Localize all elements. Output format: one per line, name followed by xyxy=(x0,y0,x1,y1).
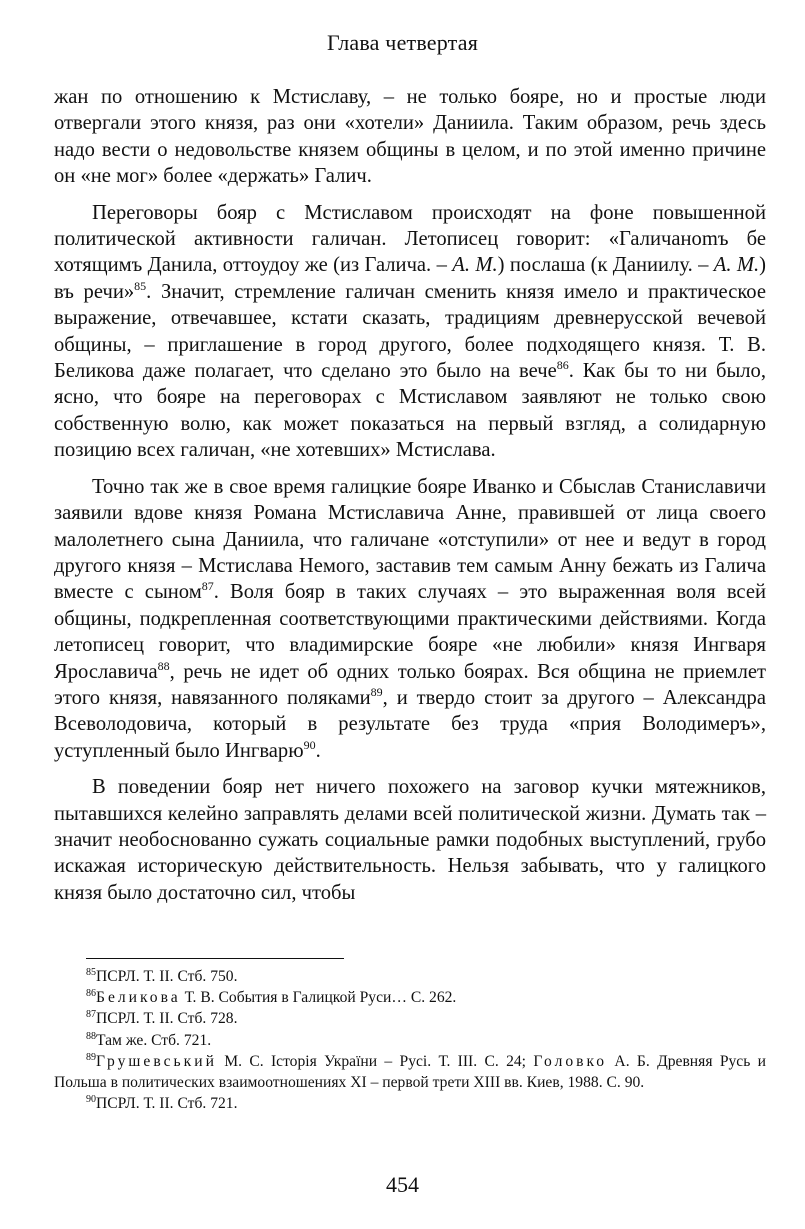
footnote-86 xyxy=(54,987,766,1008)
footnote-number: 90 xyxy=(86,1094,96,1106)
footnote-author: Беликова xyxy=(96,989,181,1007)
paragraph-3-text-d: , и твердо стоит за другого – Александра Всеволодовича, который в результате без труда «прия Володимеръ», уступленный было Ингварю xyxy=(54,686,766,762)
paragraph-2-text-g: . Как бы то ни было, ясно, что бояре на переговорах с Мстиславом заявляют не только свою собственную волю, как может показаться на первый взгляд, а солидарную позицию всех галичан, «не хотевших» Мстислава. xyxy=(54,360,767,462)
footnote-ref-86: 86 xyxy=(556,358,569,373)
paragraph-2-text-e: ) въ речи» xyxy=(54,254,766,303)
footnotes xyxy=(54,966,766,1114)
footnote-text: Т. В. События в Галицкой Руси… С. 262. xyxy=(180,989,457,1007)
main-text xyxy=(54,84,766,916)
paragraph-2-text-c: ) послаша (к Даниилу. – xyxy=(497,254,714,277)
footnote-text: Там же. Стб. 721. xyxy=(96,1031,212,1049)
paragraph-3-text-c: , речь не идет об одних только боярах. Вся община не приемлет этого князя, навязанного поляками xyxy=(54,660,766,709)
footnote-text: ПСРЛ. Т. II. Стб. 728. xyxy=(96,1010,238,1028)
paragraph-1 xyxy=(54,84,766,190)
footnote-ref-90: 90 xyxy=(303,737,316,752)
footnote-ref-88: 88 xyxy=(157,658,170,673)
footnote-89 xyxy=(54,1051,766,1093)
author-initials: А. М. xyxy=(713,254,760,277)
paragraph-4-text: В поведении бояр нет ничего похожего на заговор кучки мятежников, пытавшихся келейно заправлять делами всей политической жизни. Думать так – значит необоснованно сужать социальные рамки подобных выступлений, грубо искажая историческую действительность. Нельзя забывать, что у галицкого князя было достаточно сил, чтобы xyxy=(54,776,766,904)
page-number: 454 xyxy=(386,1172,419,1197)
author-initials: А. М. xyxy=(452,254,498,277)
footnote-divider xyxy=(86,958,344,959)
paragraph-3-text-e: . xyxy=(315,739,321,762)
footnote-88 xyxy=(54,1030,766,1051)
footnote-90 xyxy=(54,1093,766,1114)
footnote-text: ПСРЛ. Т. II. Стб. 721. xyxy=(96,1095,238,1113)
paragraph-2 xyxy=(54,200,766,464)
footnote-87 xyxy=(54,1008,766,1029)
footnote-number: 89 xyxy=(86,1051,96,1063)
paragraph-3 xyxy=(54,474,766,764)
footnote-ref-87: 87 xyxy=(201,579,214,594)
footnote-number: 87 xyxy=(86,1009,96,1021)
footnote-text: А. Б. Древняя Русь и Польша в политических взаимоотношениях XI – первой трети XIII вв. Киев, 1988. С. 90. xyxy=(54,1052,766,1092)
footnote-author: Головко xyxy=(533,1052,608,1070)
footnote-text: ПСРЛ. Т. II. Стб. 750. xyxy=(96,968,238,985)
paragraph-3-text-a: Точно так же в свое время галицкие бояре Иванко и Сбыслав Станиславичи заявили вдове князя Романа Мстиславича Анне, правившей от лица своего малолетнего сына Даниила, что галичане «отступили» от нее и ведут в город другого князя – Мстислава Немого, заставив тем самым Анну бежать из Галича вместе с сыном xyxy=(54,475,766,604)
footnote-ref-85: 85 xyxy=(134,278,147,293)
paragraph-2-text-f: . Значит, стремление галичан сменить князя имело и практическое выражение, отвечавшее, кстати сказать, традициям древнерусской вечевой общины, – приглашение в город другого, более подходящего князя. Т. В. Беликова даже полагает, что сделано это было на вече xyxy=(54,280,766,383)
footnote-author: Грушевський xyxy=(96,1052,217,1070)
footnote-ref-89: 89 xyxy=(370,685,383,700)
running-header: Глава четвертая xyxy=(326,30,479,55)
paragraph-1-text: жан по отношению к Мстиславу, – не только бояре, но и простые люди отвергали этого князя, раз они «хотели» Даниила. Таким образом, речь здесь надо вести о недовольстве князем общины в целом, и по этой именно причине он «не мог» более «держать» Галич. xyxy=(54,86,766,188)
paragraph-3-text-b: . Воля бояр в таких случаях – это выраженная воля всей общины, подкрепленная соответствующими практическими действиями. Когда летописец говорит, что владимирские бояре «не любили» князя Ингваря Ярославича xyxy=(54,581,766,683)
footnote-85 xyxy=(54,966,766,987)
footnote-number: 86 xyxy=(86,988,96,1000)
paragraph-2-text-a: Переговоры бояр с Мстиславом происходят на фоне повышенной политической активности галичан. Летописец говорит: «Галичанomъ бе хотящимъ Данила, оттоудоу же (из Галича. – xyxy=(54,201,766,277)
paragraph-4 xyxy=(54,774,766,906)
footnote-number: 88 xyxy=(86,1030,96,1042)
footnote-text: М. С. Історія України – Русі. Т. III. С. 24; xyxy=(216,1052,534,1070)
footnote-number: 85 xyxy=(86,966,96,978)
